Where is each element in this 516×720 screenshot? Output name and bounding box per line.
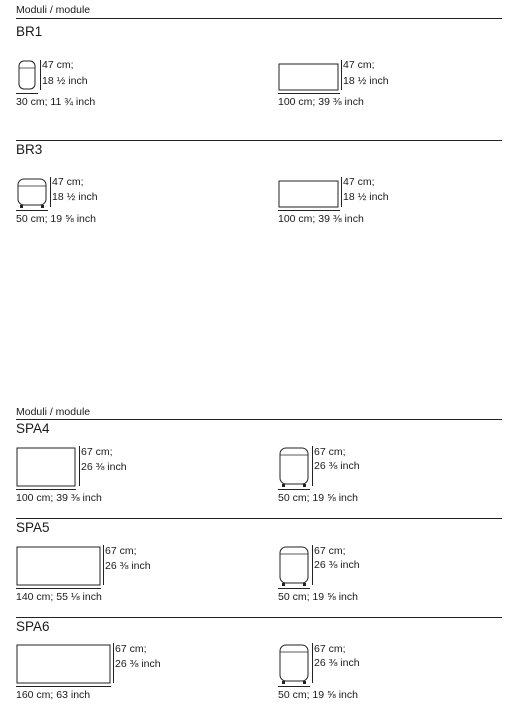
height-inch: 26 ⅜ inch — [314, 657, 360, 669]
height-inch: 26 ⅜ inch — [115, 658, 161, 670]
width-label: 100 cm; 39 ⅜ inch — [16, 492, 102, 504]
module-title-br1: BR1 — [16, 24, 43, 39]
width-label: 50 cm; 19 ⅝ inch — [278, 689, 358, 701]
module-side-icon — [16, 643, 112, 685]
width-label: 160 cm; 63 inch — [16, 689, 91, 701]
section-header-modules: Moduli / module — [16, 406, 91, 418]
module-title-spa4: SPA4 — [16, 421, 50, 436]
width-label: 100 cm; 39 ⅜ inch — [278, 96, 364, 108]
module-front-icon — [278, 545, 312, 589]
width-label: 50 cm; 19 ⅝ inch — [278, 591, 358, 603]
height-inch: 26 ⅜ inch — [314, 559, 360, 571]
module-title-spa6: SPA6 — [16, 619, 50, 634]
module-side-icon — [16, 545, 102, 587]
armrest-side-icon — [278, 58, 340, 92]
width-label: 30 cm; 11 ¾ inch — [16, 96, 96, 108]
module-front-icon — [278, 643, 312, 687]
pouf-front-icon — [16, 175, 50, 211]
width-label: 140 cm; 55 ⅛ inch — [16, 591, 102, 603]
section-header-modules: Moduli / module — [16, 4, 91, 16]
height-cm: 67 cm; — [81, 446, 113, 458]
height-cm: 67 cm; — [115, 643, 147, 655]
height-cm: 47 cm; — [343, 176, 375, 188]
height-inch: 18 ½ inch — [343, 75, 389, 87]
height-inch: 26 ⅜ inch — [105, 560, 151, 572]
module-title-spa5: SPA5 — [16, 520, 50, 535]
height-inch: 26 ⅜ inch — [314, 460, 360, 472]
height-cm: 67 cm; — [314, 446, 346, 458]
width-label: 100 cm; 39 ⅜ inch — [278, 213, 364, 225]
module-side-icon — [16, 446, 78, 488]
section-divider — [16, 518, 502, 519]
height-cm: 67 cm; — [314, 545, 346, 557]
header-divider — [16, 18, 502, 19]
section-divider — [16, 617, 502, 618]
pouf-side-icon — [278, 175, 340, 209]
width-label: 50 cm; 19 ⅝ inch — [278, 492, 358, 504]
height-inch: 26 ⅜ inch — [81, 461, 127, 473]
height-cm: 67 cm; — [314, 643, 346, 655]
module-title-br3: BR3 — [16, 142, 43, 157]
section-divider — [16, 140, 502, 141]
width-label: 50 cm; 19 ⅝ inch — [16, 213, 96, 225]
height-inch: 18 ½ inch — [52, 191, 98, 203]
height-cm: 47 cm; — [343, 59, 375, 71]
height-inch: 18 ½ inch — [42, 75, 88, 87]
armrest-front-icon — [16, 58, 38, 92]
height-cm: 67 cm; — [105, 545, 137, 557]
height-cm: 47 cm; — [52, 176, 84, 188]
height-cm: 47 cm; — [42, 59, 74, 71]
height-inch: 18 ½ inch — [343, 191, 389, 203]
header-divider — [16, 419, 502, 420]
module-front-icon — [278, 446, 312, 490]
